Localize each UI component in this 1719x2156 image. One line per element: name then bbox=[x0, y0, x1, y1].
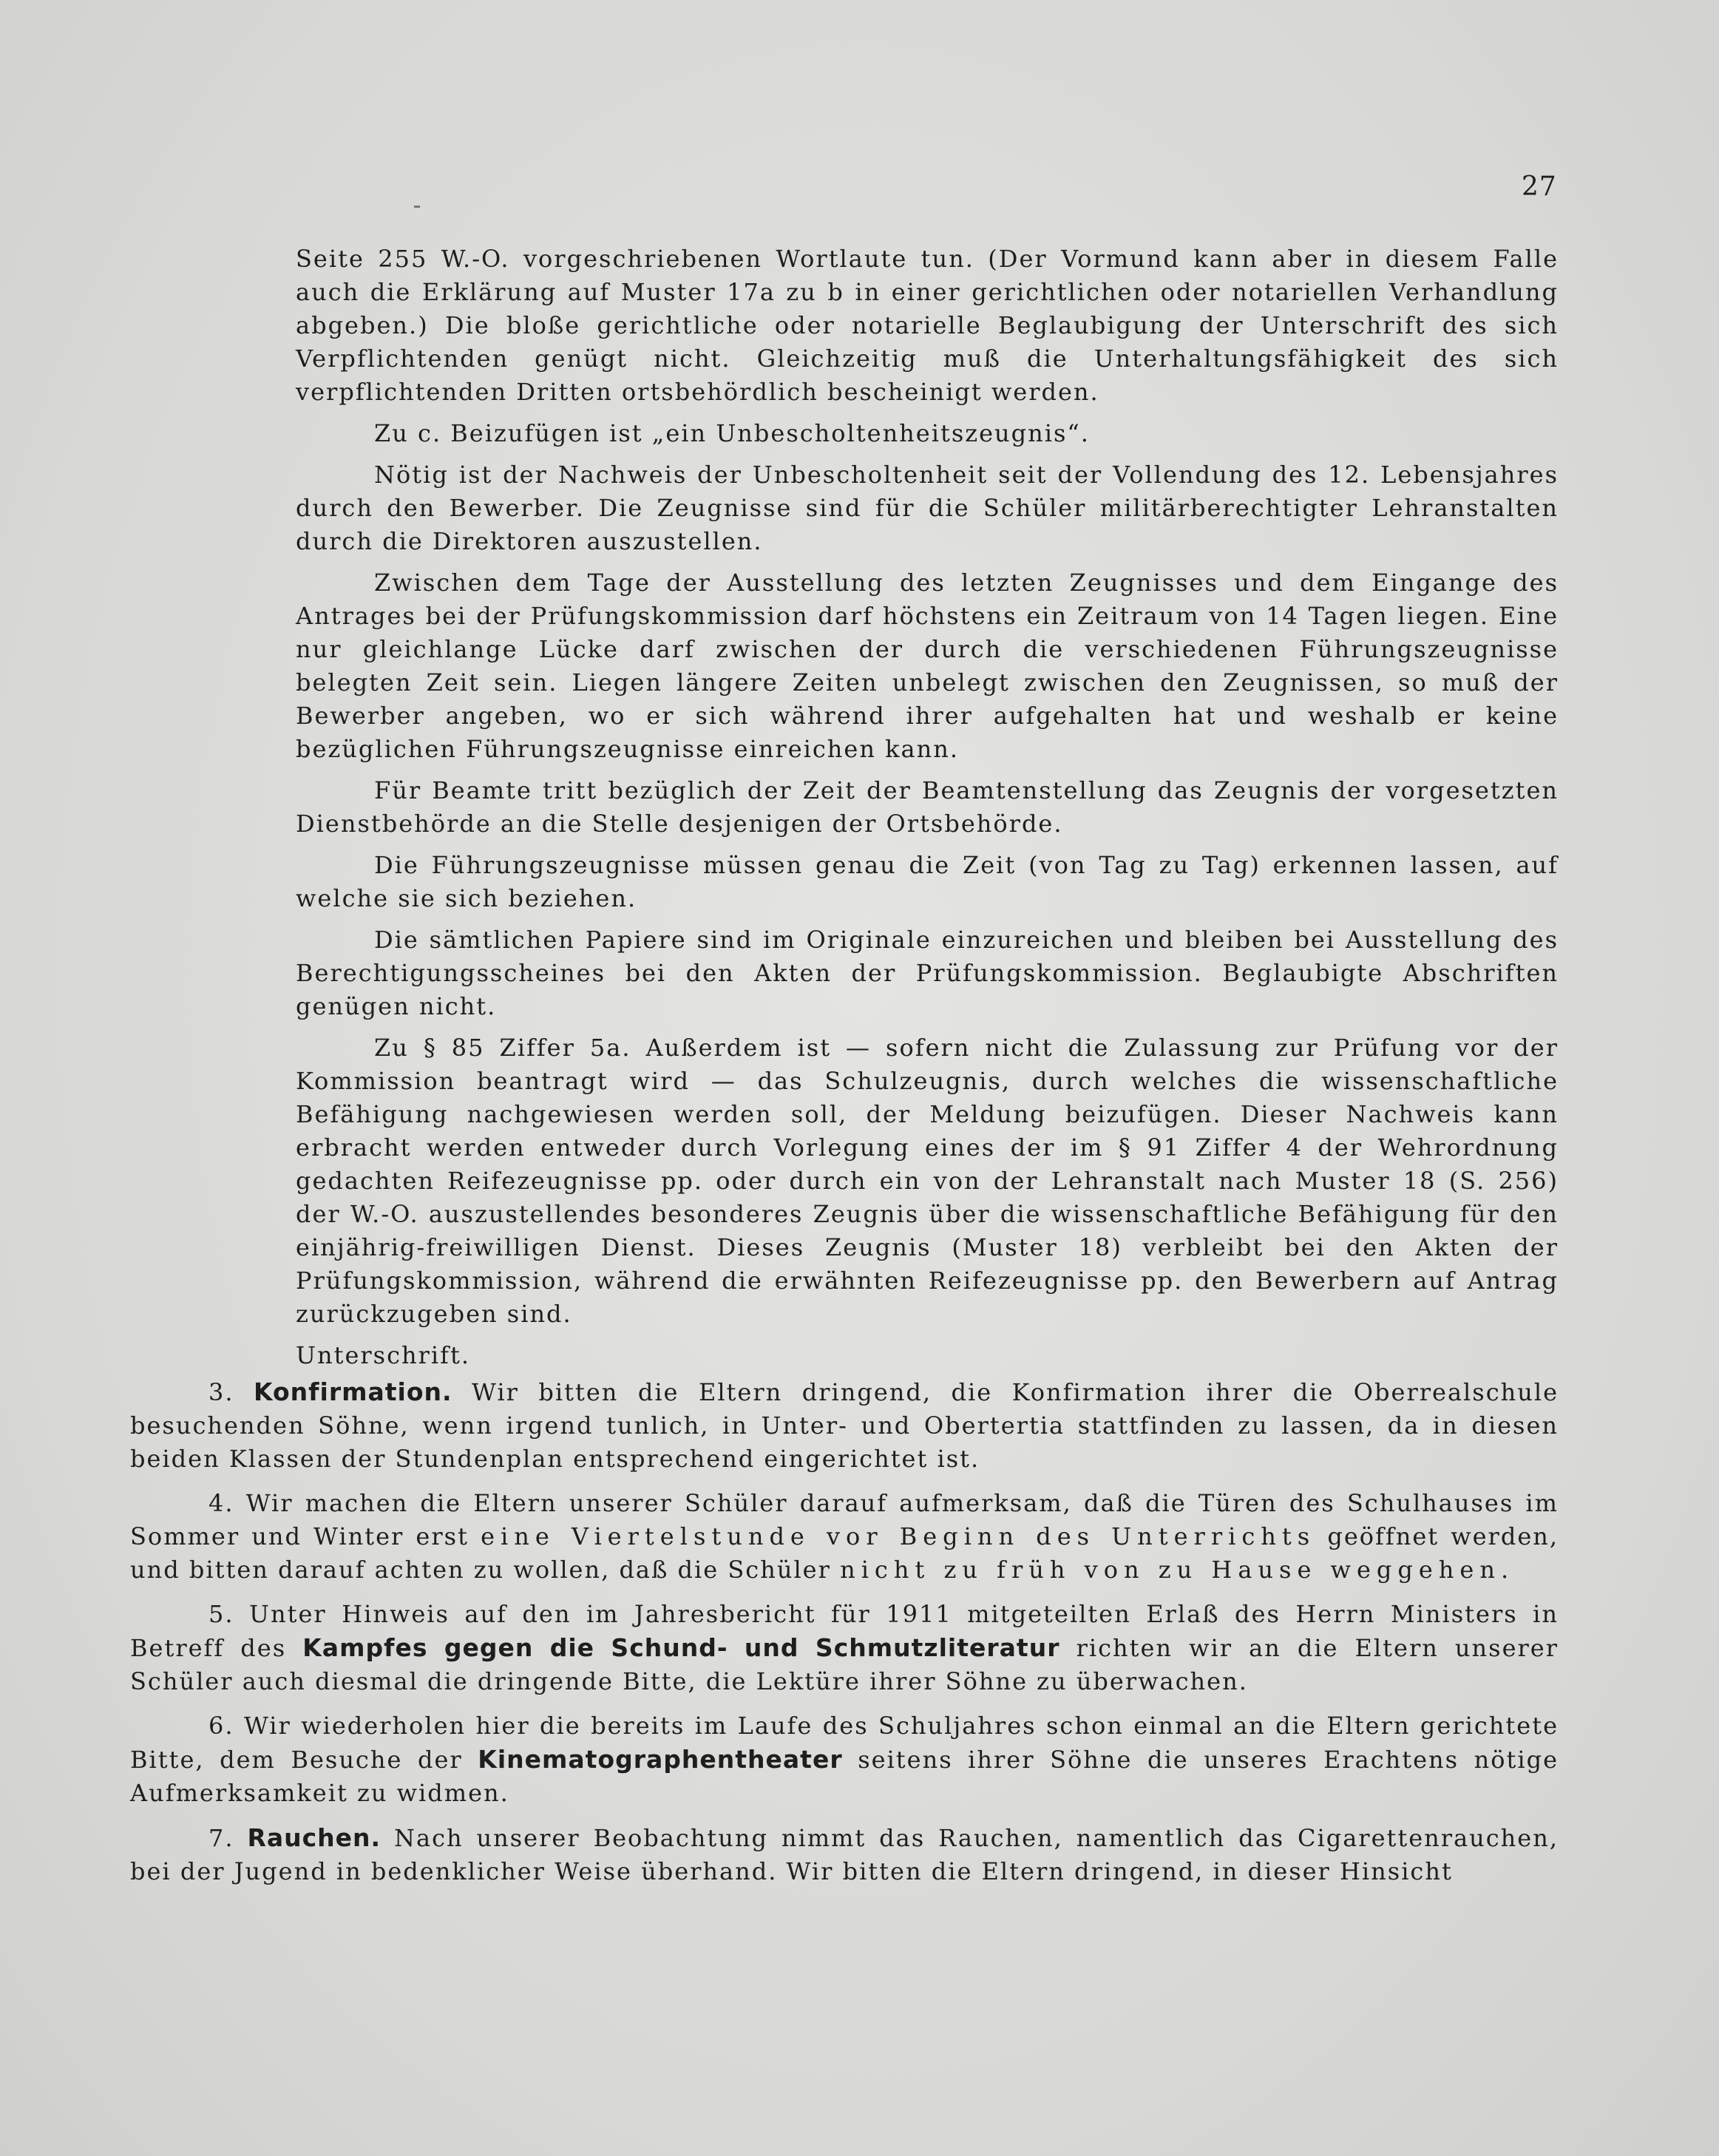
item-end: . bbox=[1500, 1556, 1511, 1584]
item-text: Wir wiederholen hier die bereits im Laufe des Schuljahres schon einmal an die Eltern gerichtete Bitte, dem Besuche der bbox=[130, 1712, 1559, 1774]
scan-mark bbox=[414, 206, 420, 208]
item-heading: Rauchen. bbox=[247, 1823, 382, 1852]
item-heading: Konfirmation. bbox=[254, 1377, 452, 1406]
signature-line: Unterschrift. bbox=[296, 1341, 471, 1369]
paragraph: Zu § 85 Ziffer 5a. Außerdem ist — sofern nicht die Zulassung zur Prüfung vor der Kommission beantragt wird — das Schulzeugnis, durch welches die wissenschaftliche Befähigung nachgewiesen werden soll, der Meldung beizufügen. Dieser Nachweis kann erbracht werden entweder durch Vorlegung eines der im § 91 Ziffer 4 der Wehrordnung gedachten Reifezeugnisse pp. oder durch ein von der Lehranstalt nach Muster 18 (S. 256) der W.-O. auszustellendes besonderes Zeugnis über die wissenschaftliche Befähigung für den einjährig-freiwilligen Dienst. Dieses Zeugnis (Muster 18) verbleibt bei den Akten der Prüfungskommission, während die erwähnten Reifezeugnisse pp. den Bewerbern auf Antrag zurückzugeben sind. bbox=[296, 1034, 1559, 1328]
notice-item-3 bbox=[130, 1375, 1559, 1476]
item-number: 5. bbox=[208, 1600, 234, 1628]
page-number: 27 bbox=[1522, 172, 1557, 202]
paragraph: Die sämtlichen Papiere sind im Originale einzureichen und bleiben bei Ausstellung des Berechtigungsscheines bei den Akten der Prüfungskommission. Beglaubigte Abschriften genügen nicht. bbox=[296, 926, 1559, 1020]
item-number: 7. bbox=[208, 1824, 234, 1852]
item-text: Unter Hinweis auf den im Jahresbericht für 1911 mitgeteilten Erlaß des Herrn Ministers in Betreff des bbox=[130, 1600, 1559, 1662]
item-text: Nach unserer Beobachtung nimmt das Rauchen, namentlich das Cigarettenrauchen, bei der Jugend in bedenklicher Weise überhand. Wir bitten die Eltern dringend, in dieser Hinsicht bbox=[130, 1824, 1559, 1885]
item-text: richten wir an die Eltern unserer Schüler auch diesmal die dringende Bitte, die Lektüre ihrer Söhne zu überwachen. bbox=[130, 1634, 1559, 1695]
regulation-notes bbox=[296, 243, 1559, 1380]
item-number: 3. bbox=[208, 1378, 234, 1406]
item-text: geöffnet werden, und bitten darauf achten zu wollen, daß die Schüler bbox=[130, 1522, 1559, 1584]
item-heading: Kinematographentheater bbox=[478, 1745, 843, 1774]
paragraph: Seite 255 W.-O. vorgeschriebenen Wortlaute tun. (Der Vormund kann aber in diesem Falle auch die Erklärung auf Muster 17a zu b in einer gerichtlichen oder notariellen Verhandlung abgeben.) Die bloße gerichtliche oder notarielle Beglaubigung der Unterschrift des sich Verpflichtenden genügt nicht. Gleichzeitig muß die Unterhaltungsfähigkeit des sich verpflichtenden Dritten ortsbehördlich bescheinigt werden. bbox=[296, 245, 1559, 406]
paragraph: Zu c. Beizufügen ist „ein Unbescholtenheitszeugnis“. bbox=[374, 419, 1090, 447]
notice-item-6 bbox=[130, 1709, 1559, 1810]
item-text: Wir bitten die Eltern dringend, die Konfirmation ihrer die Oberrealschule besuchenden Söhne, wenn irgend tunlich, in Unter- und Obertertia stattfinden zu lassen, da in diesen beiden Klassen der Stundenplan entsprechend eingerichtet ist. bbox=[130, 1378, 1559, 1473]
notice-item-7 bbox=[130, 1821, 1559, 1888]
item-number: 4. bbox=[208, 1489, 234, 1517]
item-text: Wir machen die Eltern unserer Schüler darauf aufmerksam, daß die Türen des Schulhauses im Sommer und Winter erst bbox=[130, 1489, 1559, 1550]
paragraph: Zwischen dem Tage der Ausstellung des letzten Zeugnisses und dem Eingange des Antrages bei der Prüfungskommission darf höchstens ein Zeitraum von 14 Tagen liegen. Eine nur gleichlange Lücke darf zwischen der durch die verschiedenen Führungszeugnisse belegten Zeit sein. Liegen längere Zeiten unbelegt zwischen den Zeugnissen, so muß der Bewerber angeben, wo er sich während ihrer aufgehalten hat und weshalb er keine bezüglichen Führungszeugnisse einreichen kann. bbox=[296, 569, 1559, 763]
numbered-notices bbox=[130, 1375, 1559, 1899]
item-number: 6. bbox=[208, 1712, 234, 1740]
notice-item-5 bbox=[130, 1598, 1559, 1698]
item-text: seitens ihrer Söhne die unseres Erachtens nötige Aufmerksamkeit zu widmen. bbox=[130, 1746, 1559, 1807]
paragraph: Nötig ist der Nachweis der Unbescholtenheit seit der Vollendung des 12. Lebensjahres durch den Bewerber. Die Zeugnisse sind für die Schüler militärberechtigter Lehranstalten durch die Direktoren auszustellen. bbox=[296, 461, 1559, 555]
item-heading: Kampfes gegen die Schund- und Schmutzliteratur bbox=[302, 1633, 1060, 1662]
spaced-emphasis: nicht zu früh von zu Hause weggehen bbox=[840, 1556, 1501, 1584]
paragraph: Für Beamte tritt bezüglich der Zeit der Beamtenstellung das Zeugnis der vorgesetzten Dienstbehörde an die Stelle desjenigen der Ortsbehörde. bbox=[296, 776, 1559, 838]
paragraph: Die Führungszeugnisse müssen genau die Zeit (von Tag zu Tag) erkennen lassen, auf welche sie sich beziehen. bbox=[296, 851, 1559, 912]
spaced-emphasis: eine Viertelstunde vor Beginn des Unterrichts bbox=[481, 1522, 1316, 1550]
notice-item-4 bbox=[130, 1487, 1559, 1587]
